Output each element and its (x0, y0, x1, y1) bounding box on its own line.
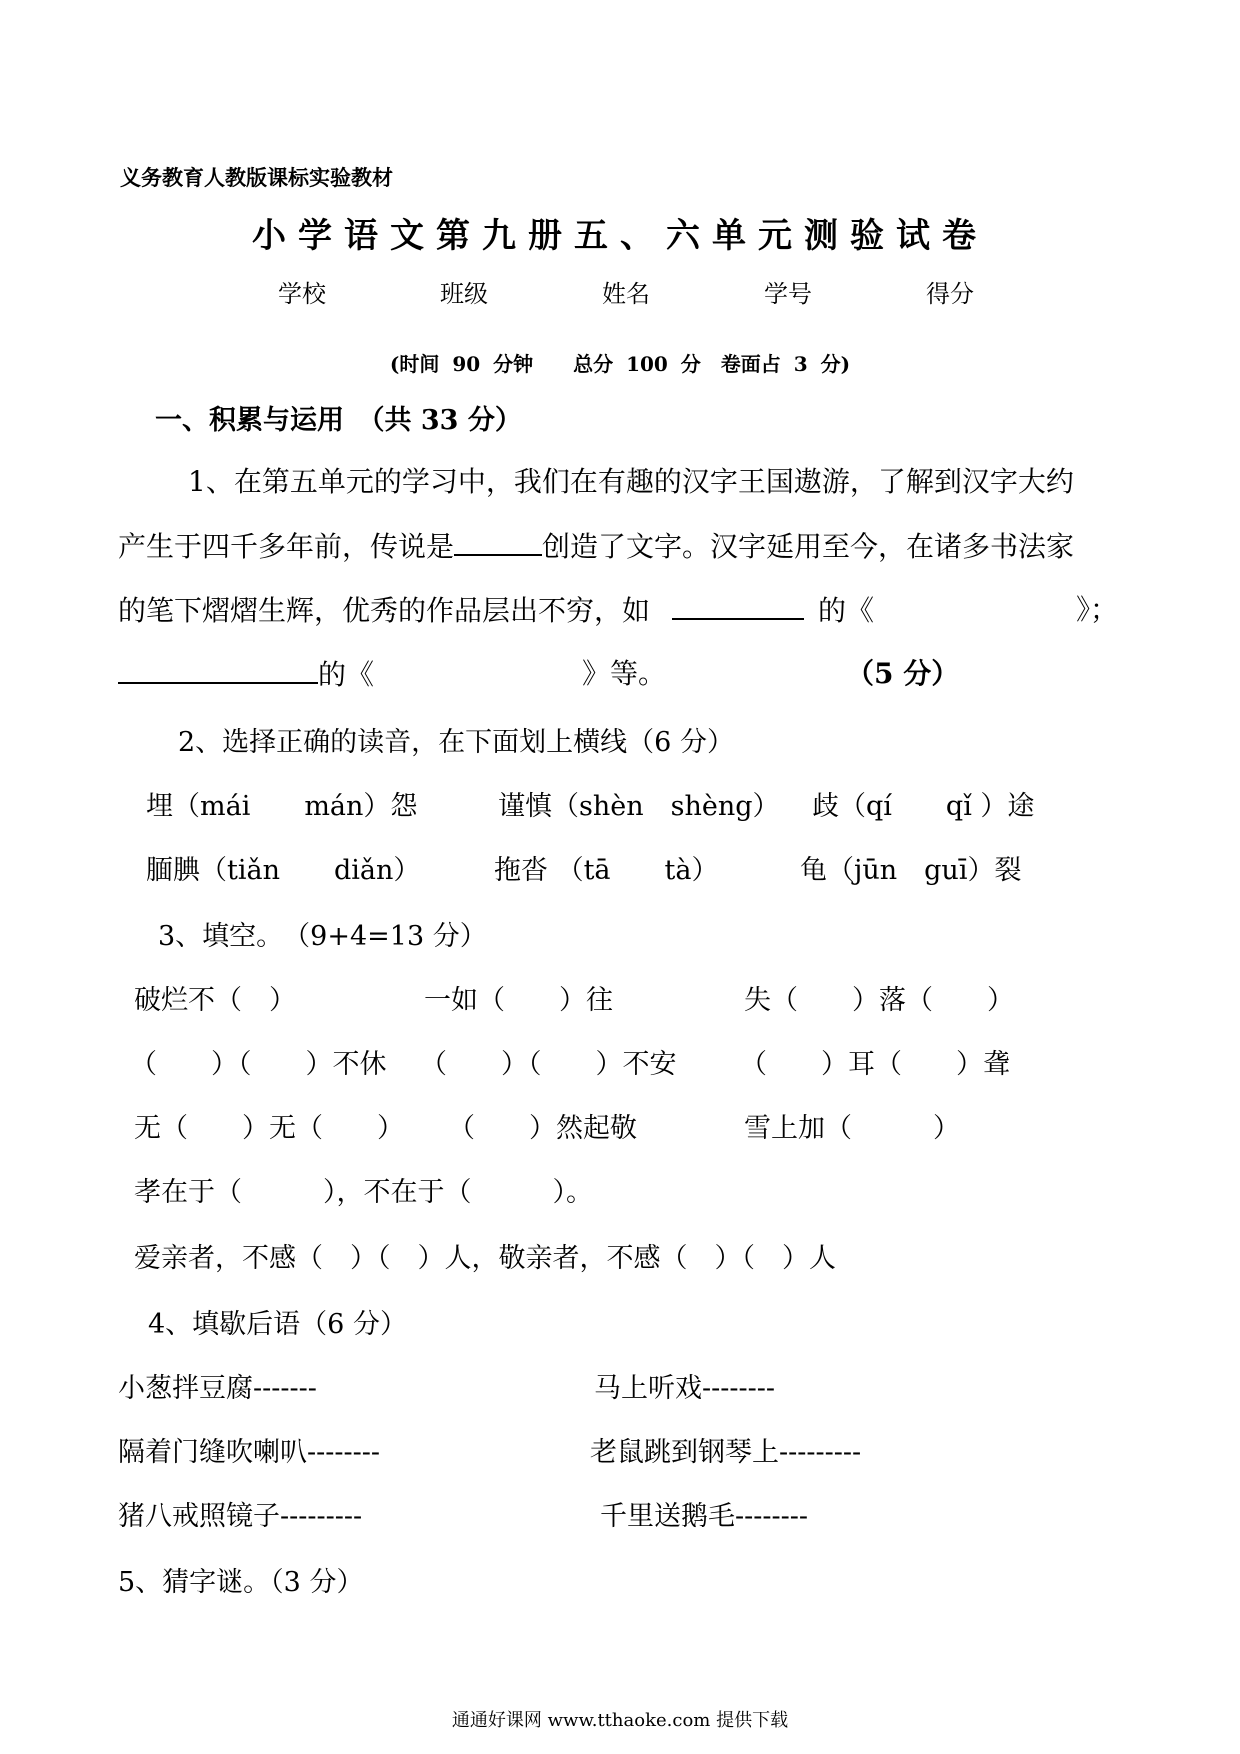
footer-credit: 通通好课网 www.tthaoke.com 提供下载 (451, 1710, 789, 1731)
info-student-number: 学号 (764, 280, 812, 308)
q1-line-4 (118, 652, 374, 693)
q2-item: 龟（jūn guī）裂 (800, 855, 1022, 886)
q1-text: 产生于四千多年前，传说是 (118, 530, 455, 563)
q1-score: （5 分） (846, 657, 960, 690)
q3-item: 孝在于（ ），不在于（ ）。 (134, 1177, 593, 1208)
q1-line-3 (118, 588, 874, 629)
answer-blank[interactable] (118, 652, 318, 684)
q1-bracket-end: 》等。 (582, 657, 667, 690)
info-school: 学校 (278, 280, 326, 308)
q3-item: 爱亲者，不感（ ）（ ）人，敬亲者，不感（ ）（ ）人 (134, 1243, 836, 1274)
q1-text: 创造了文字。汉字延用至今，在诸多书法家 (542, 530, 1075, 563)
q3-item: 失（ ）落（ ） (744, 985, 1014, 1016)
q1-line-2 (118, 524, 1074, 565)
q4-item: 马上听戏-------- (594, 1373, 775, 1404)
info-score: 得分 (926, 280, 974, 308)
q3-item: （ ）然起敬 (448, 1113, 637, 1144)
q2-heading: 2、选择正确的读音，在下面划上横线（6 分） (178, 727, 734, 758)
info-class: 班级 (440, 280, 488, 308)
info-name: 姓名 (602, 280, 650, 308)
q4-heading: 4、填歇后语（6 分） (148, 1309, 407, 1340)
q3-item: 破烂不（ ） (134, 985, 296, 1016)
q4-item: 隔着门缝吹喇叭-------- (118, 1437, 380, 1468)
q2-item: 拖沓 （tā tà） (494, 855, 719, 886)
answer-blank[interactable] (672, 588, 804, 620)
q3-heading: 3、填空。 （9+4=13 分） (158, 921, 487, 952)
q4-item: 老鼠跳到钢琴上--------- (590, 1437, 862, 1468)
q3-item: （ ）耳（ ）聋 (740, 1049, 1010, 1080)
q4-item: 小葱拌豆腐------- (118, 1373, 317, 1404)
page-title: 小学语文第九册五、六单元测验试卷 (252, 216, 988, 256)
q3-item: （ ）（ ）不安 (420, 1049, 677, 1080)
q1-text: 的《 (818, 594, 875, 627)
textbook-series: 义务教育人教版课标实验教材 (120, 165, 393, 190)
exam-meta: (时间 90 分钟 总分 100 分 卷面占 3 分) (389, 352, 851, 376)
q3-item: 一如（ ）往 (424, 985, 613, 1016)
q4-item: 猪八戒照镜子--------- (118, 1501, 363, 1532)
q2-item: 谨慎（shèn shèng） (498, 791, 780, 822)
q1-text: 的笔下熠熠生辉，优秀的作品层出不穷，如 (118, 594, 651, 627)
q1-line-1 (188, 460, 1074, 500)
q3-item: （ ）（ ）不休 (130, 1049, 387, 1080)
q2-item: 腼腆（tiǎn diǎn） (146, 855, 421, 886)
q3-item: 无（ ）无（ ） (134, 1113, 404, 1144)
q1-text: 1、在第五单元的学习中，我们在有趣的汉字王国遨游，了解到汉字大约 (188, 465, 1074, 498)
q1-bracket-close: 》； (1076, 593, 1119, 626)
section-title: 一、积累与运用 （共 33 分） (155, 405, 522, 436)
q2-item: 埋（mái mán）怨 (146, 791, 418, 822)
answer-blank[interactable] (454, 524, 542, 556)
q2-item: 歧（qí qǐ ）途 (812, 791, 1035, 822)
q4-item: 千里送鹅毛-------- (600, 1501, 808, 1532)
q1-text: 的《 (318, 658, 375, 691)
q5-heading: 5、猜字谜。（3 分） (118, 1567, 364, 1598)
q3-item: 雪上加（ ） (744, 1113, 960, 1144)
